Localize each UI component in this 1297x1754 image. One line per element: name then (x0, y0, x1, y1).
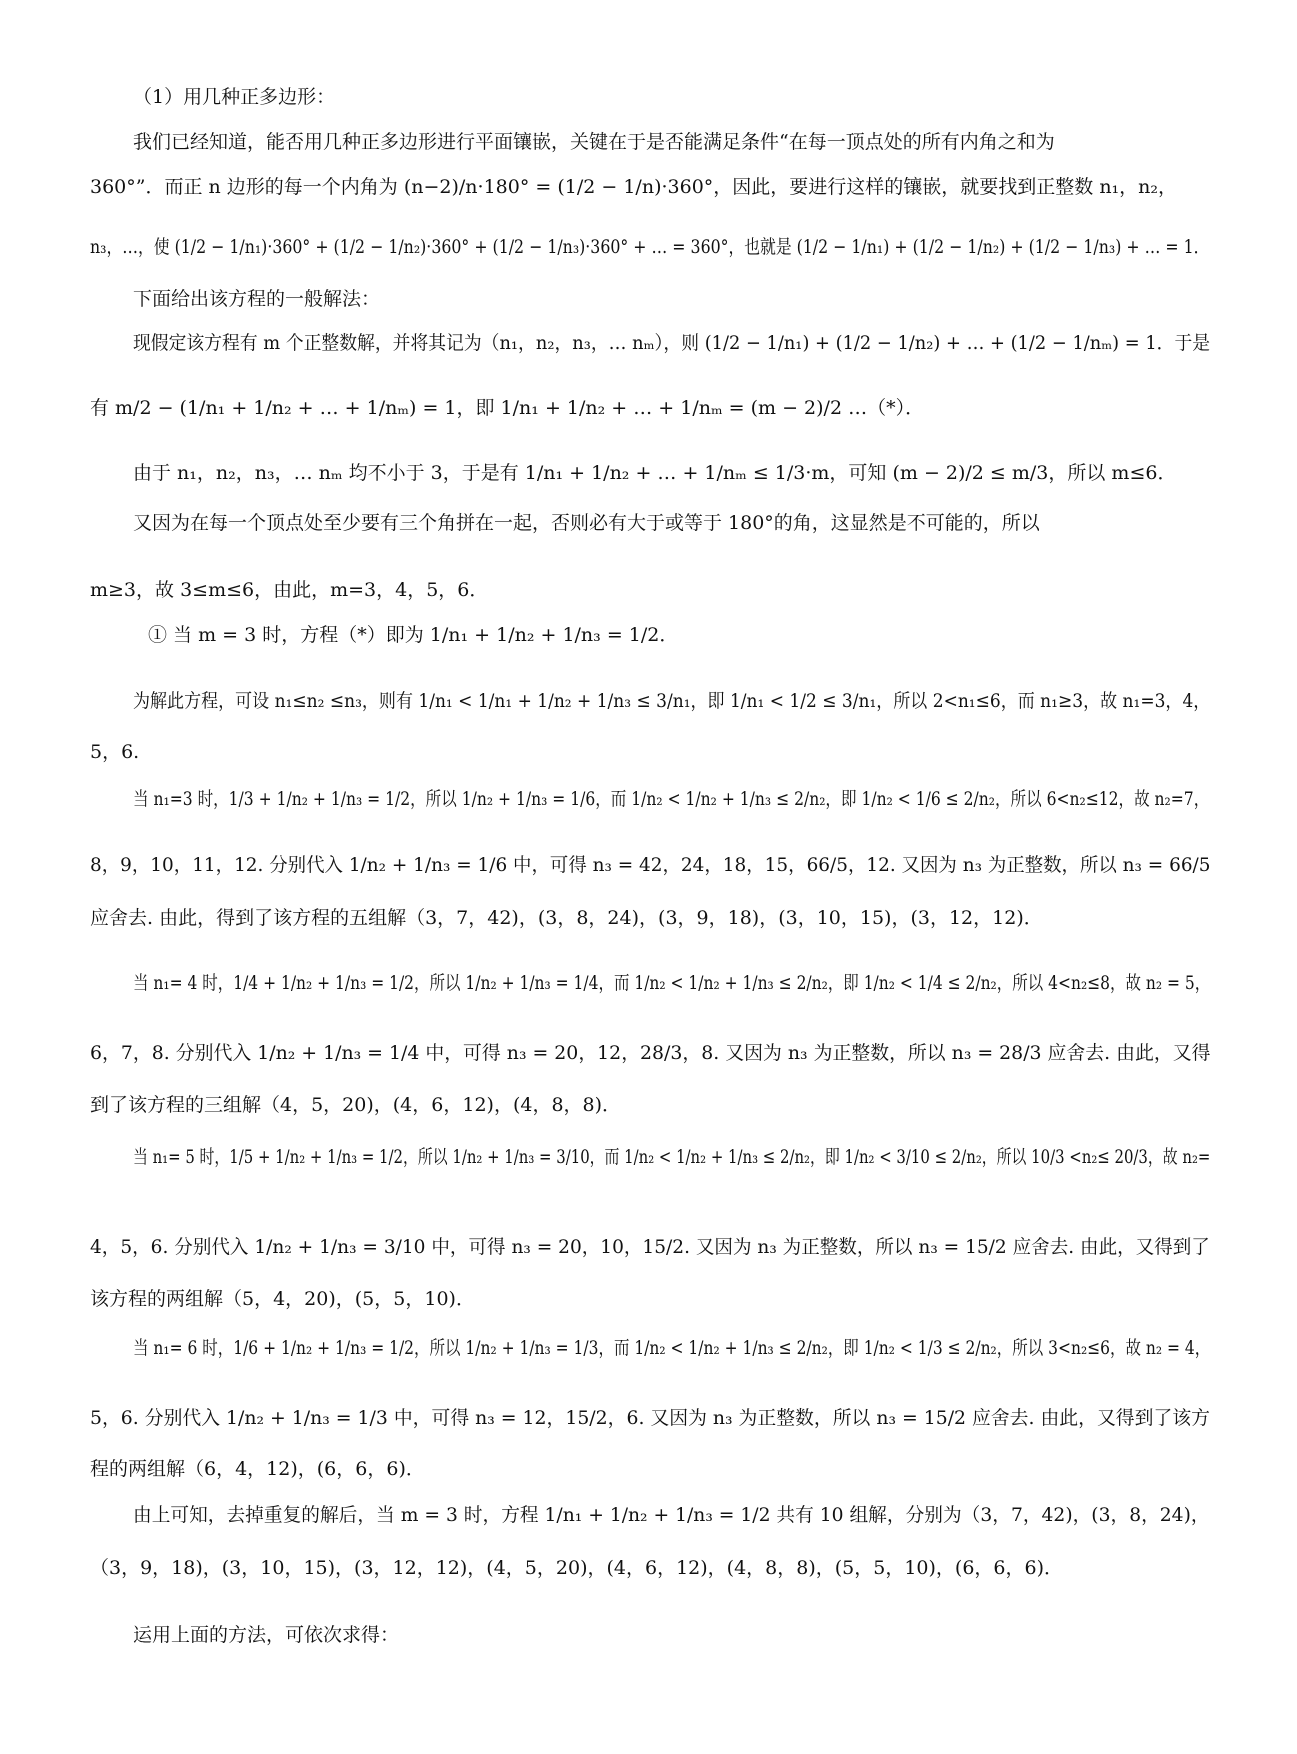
paragraph-line: 当 n₁= 5 时，1/5 + 1/n₂ + 1/n₃ = 1/2，所以 1/n₂ + 1/n₃ = 3/10，而 1/n₂ < 1/n₂ + 1/n₃ ≤ 2/n₂，即 1/n₂ < 3/10 ≤ 2/n₂，所以 10/3 <n₂≤ 20/3，故 n₂= (133, 1146, 1211, 1168)
paragraph-line: 现假定该方程有 m 个正整数解，并将其记为（n₁，n₂，n₃，… nₘ），则 (1/2 − 1/n₁) + (1/2 − 1/n₂) + … + (1/2 − 1/nₘ) = 1．于是 (133, 332, 1211, 354)
paragraph-line: 当 n₁=3 时，1/3 + 1/n₂ + 1/n₃ = 1/2，所以 1/n₂ + 1/n₃ = 1/6，而 1/n₂ < 1/n₂ + 1/n₃ ≤ 2/n₂，即 1/n₂ < 1/6 ≤ 2/n₂，所以 6<n₂≤12，故 n₂=7， (133, 788, 1210, 810)
paragraph-line: 360°”．而正 n 边形的每一个内角为 (n−2)/n·180° = (1/2 − 1/n)·360°，因此，要进行这样的镶嵌，就要找到正整数 n₁，n₂， (90, 176, 1178, 198)
paragraph-line: 有 m/2 − (1/n₁ + 1/n₂ + … + 1/nₘ) = 1，即 1/n₁ + 1/n₂ + … + 1/nₘ = (m − 2)/2 …（*）． (90, 397, 925, 419)
paragraph-line: 又因为在每一个顶点处至少要有三个角拼在一起，否则必有大于或等于 180°的角，这显然是不可能的，所以 (133, 512, 1040, 534)
paragraph-line: 为解此方程，可设 n₁≤n₂ ≤n₃，则有 1/n₁ < 1/n₁ + 1/n₂ + 1/n₃ ≤ 3/n₁，即 1/n₁ < 1/2 ≤ 3/n₁，所以 2<n₁≤6，而 n₁≥3，故 n₁=3，4， (133, 690, 1211, 712)
paragraph-line: 8，9，10，11，12. 分别代入 1/n₂ + 1/n₃ = 1/6 中，可得 n₃ = 42，24，18，15，66/5，12. 又因为 n₃ 为正整数，所以 n₃ = 66/5 (90, 854, 1211, 876)
paragraph-line: （3，9，18)，(3，10，15)，(3，12，12)，(4，5，20)，(4，6，12)，(4，8，8)，(5，5，10)，(6，6，6)． (90, 1557, 1064, 1579)
paragraph-line: 当 n₁= 4 时，1/4 + 1/n₂ + 1/n₃ = 1/2，所以 1/n₂ + 1/n₃ = 1/4，而 1/n₂ < 1/n₂ + 1/n₃ ≤ 2/n₂，即 1/n₂ < 1/4 ≤ 2/n₂，所以 4<n₂≤8，故 n₂ = 5， (133, 972, 1211, 994)
case-heading: ① 当 m = 3 时，方程（*）即为 1/n₁ + 1/n₂ + 1/n₃ = 1/2． (148, 624, 679, 646)
paragraph-line: 我们已经知道，能否用几种正多边形进行平面镶嵌，关键在于是否能满足条件“在每一顶点处的所有内角之和为 (133, 131, 1055, 153)
paragraph-line: 应舍去. 由此，得到了该方程的五组解（3，7，42)，(3，8，24)，(3，9，18)，(3，10，15)，(3，12，12)． (90, 907, 1043, 929)
paragraph-line: n₃，…，使 (1/2 − 1/n₁)·360° + (1/2 − 1/n₂)·360° + (1/2 − 1/n₃)·360° + … = 360°，也就是 (1/2 − 1/n₁) + (1/2 − 1/n₂) + (1/2 − 1/n₃) + … = 1． (90, 236, 1210, 258)
paragraph-line: 该方程的两组解（5，4，20)，(5，5，10)． (90, 1288, 475, 1310)
paragraph-line: 下面给出该方程的一般解法： (133, 288, 381, 310)
paragraph-line: 当 n₁= 6 时，1/6 + 1/n₂ + 1/n₃ = 1/2，所以 1/n₂ + 1/n₃ = 1/3，而 1/n₂ < 1/n₂ + 1/n₃ ≤ 2/n₂，即 1/n₂ < 1/3 ≤ 2/n₂，所以 3<n₂≤6，故 n₂ = 4， (133, 1337, 1211, 1359)
paragraph-line: 到了该方程的三组解（4，5，20)，(4，6，12)，(4，8，8)． (90, 1094, 622, 1116)
paragraph-line: 5，6. (90, 741, 140, 763)
paragraph-line: 由于 n₁，n₂，n₃，… nₘ 均不小于 3，于是有 1/n₁ + 1/n₂ + … + 1/nₘ ≤ 1/3·m，可知 (m − 2)/2 ≤ m/3，所以 m≤6． (133, 462, 1177, 484)
paragraph-line: 6，7，8. 分别代入 1/n₂ + 1/n₃ = 1/4 中，可得 n₃ = 20，12，28/3，8. 又因为 n₃ 为正整数，所以 n₃ = 28/3 应舍去. 由此，又得 (90, 1042, 1211, 1064)
paragraph-line: 4，5，6. 分别代入 1/n₂ + 1/n₃ = 3/10 中，可得 n₃ = 20，10，15/2. 又因为 n₃ 为正整数，所以 n₃ = 15/2 应舍去. 由此，又得到了 (90, 1236, 1210, 1258)
section-heading: （1）用几种正多边形： (133, 86, 336, 108)
paragraph-line: 由上可知，去掉重复的解后，当 m = 3 时，方程 1/n₁ + 1/n₂ + 1/n₃ = 1/2 共有 10 组解，分别为（3，7，42)，(3，8，24)， (133, 1504, 1210, 1526)
paragraph-line: 5，6. 分别代入 1/n₂ + 1/n₃ = 1/3 中，可得 n₃ = 12，15/2，6. 又因为 n₃ 为正整数，所以 n₃ = 15/2 应舍去. 由此，又得到了该方 (90, 1407, 1210, 1429)
paragraph-line: 程的两组解（6，4，12)，(6，6，6)． (90, 1458, 425, 1480)
paragraph-line: m≥3，故 3≤m≤6，由此，m=3，4，5，6． (90, 579, 489, 601)
paragraph-line: 运用上面的方法，可依次求得： (133, 1624, 400, 1646)
